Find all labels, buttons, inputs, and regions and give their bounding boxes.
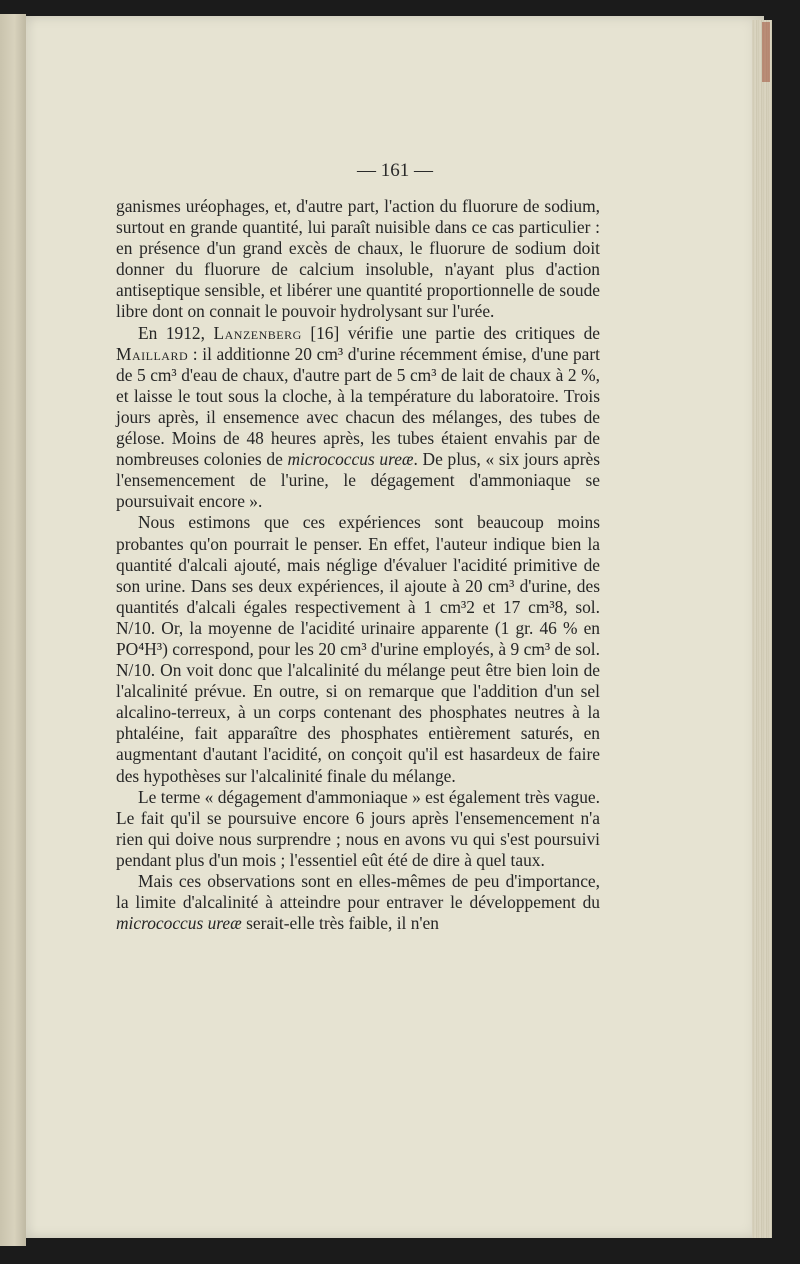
paragraph-2-text-d: . De plus, « six jours après l'ensemencement de l'urine, le dégagement d'ammoniaque se poursuivait encore ». [116, 449, 601, 512]
page-stack-edge [752, 20, 772, 1238]
species-name: micrococcus ureæ [287, 449, 414, 470]
paragraph-3: Nous estimons que ces expériences sont beaucoup moins probantes qu'on pourrait le penser. En effet, l'auteur indique bien la quantité d'alcali ajouté, mais néglige d'évaluer l'acidité primitive de son urine. Dans ses deux expériences, il ajoute à 20 cm³ d'urine, des quantités d'alcali égales respectivement à 1 cm³2 et 17 cm³8, sol. N/10. Or, la moyenne de l'acidité urinaire apparente (1 gr. 46 % en PO⁴H³) correspond, pour les 20 cm³ d'urine employés, à 9 cm³ de sol. N/10. On voit donc que l'alcalinité du mélange peut être bien loin de l'alcalinité prévue. En outre, si on remarque que l'addition d'un sel alcalino-terreux, à un corps contenant des phosphates neutres à la phtaléine, fait apparaître des phosphates entièrement saturés, en augmentant d'autant l'acidité, on conçoit qu'il est hasardeux de faire des hypothèses sur l'alcalinité finale du mélange. [116, 512, 600, 786]
body-text [116, 196, 600, 934]
paragraph-2-text-c: : il additionne 20 cm³ d'urine récemment émise, d'une part de 5 cm³ d'eau de chaux, d'autre part de 5 cm³ de lait de chaux à 2 %, et laisse le tout sous la cloche, à la température du laboratoire. Trois jours après, il ensemence avec chacun des mélanges, des tubes de gélose. Moins de 48 heures après, les tubes étaient envahis par de nombreuses colonies de [116, 343, 600, 470]
species-name: micrococcus ureæ [116, 913, 242, 934]
author-maillard: Maillard [116, 343, 189, 364]
page-edge-mark [762, 22, 770, 82]
paragraph-2-text-b: [16] vérifie une partie des critiques de [301, 322, 600, 343]
paragraph-5-text-b: serait-elle très faible, il n'en [241, 913, 439, 934]
paragraph-5 [116, 871, 600, 934]
page-number: — 161 — [357, 160, 433, 181]
paragraph-1: ganismes uréophages, et, d'autre part, l'action du fluorure de sodium, surtout en grande quantité, lui paraît nuisible dans ce cas particulier : en présence d'un grand excès de chaux, le fluorure de sodium doit donner du fluorure de calcium insoluble, n'ayant plus d'action antiseptique sensible, et libérer une quantité proportionnelle de soude libre dont on connait le pouvoir hydrolysant sur l'urée. [116, 196, 600, 322]
paragraph-4: Le terme « dégagement d'ammoniaque » est également très vague. Le fait qu'il se poursuive encore 6 jours après l'ensemencement n'a rien qui doive nous surprendre ; nous en avons vu qui s'est poursuivi pendant plus d'un mois ; l'essentiel eût été de dire à quel taux. [116, 786, 600, 870]
paragraph-2 [116, 323, 600, 513]
paragraph-5-text-a: Mais ces observations sont en elles-mêmes de peu d'importance, la limite d'alcalinité à atteindre pour entraver le développement du [116, 871, 600, 913]
paragraph-2-text-a: En 1912, [138, 322, 214, 343]
author-lanzenberg: Lanzenberg [213, 322, 302, 343]
facing-page-edge [0, 14, 26, 1246]
